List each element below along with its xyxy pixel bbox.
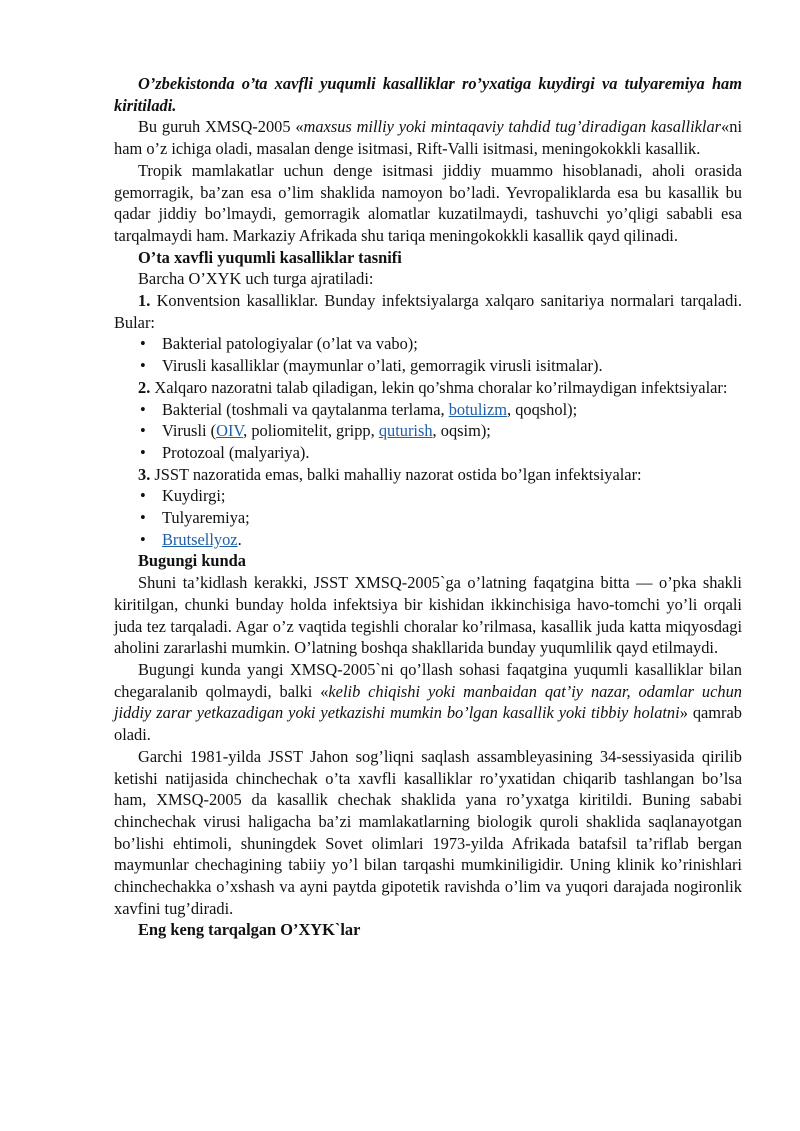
section-1-list	[114, 333, 742, 376]
section-number: 3.	[138, 464, 151, 484]
paragraph-scope	[114, 659, 742, 746]
text-run: «ni ham o’z ichiga oladi, masalan denge isitmasi, Rift-Valli isitmasi, meningokokkli kasallik.	[114, 117, 742, 159]
link-botulizm[interactable]: botulizm	[448, 399, 508, 419]
list-item: • Virusli kasalliklar (maymunlar o’lati, gemorragik virusli isitmalar).	[114, 355, 742, 377]
section-3-list	[114, 485, 742, 550]
heading-today: Bugungi kunda	[138, 551, 246, 571]
list-item: • Tulyaremiya;	[114, 507, 742, 529]
section-number: 1.	[138, 291, 151, 311]
paragraph-tropical: Tropik mamlakatlar uchun denge isitmasi jiddiy muammo hisoblanadi, aholi orasida gemorragik, ba’zan esa o’lim shaklida namoyon bo’ladi. Yevropaliklarda esa bu kasallik bu qadar jiddiy bo’lmaydi, gemorragik alomatlar kuzatilmaydi, tashuvchi yo’qligi sababli esa tarqalmaydi ham. Markaziy Afrikada shu tariqa meningokokkli kasallik qayd qilinadi.	[114, 160, 742, 245]
list-item: • Kuydirgi;	[114, 485, 742, 507]
link-oiv[interactable]: OIV	[216, 421, 244, 441]
list-item: • Bakterial patologiyalar (o’lat va vabo);	[114, 333, 742, 355]
heading-classification: O’ta xavfli yuqumli kasalliklar tasnifi	[138, 247, 402, 267]
section-2-list	[114, 399, 742, 464]
paragraph-plague: Shuni ta’kidlash kerakki, JSST XMSQ-2005`ga o’latning faqatgina bitta — o’pka shakli kiritilgan, chunki bunday holda infektsiya bir kishidan ikkinchisiga havo-tomchi yo’li orqali juda tez tarqaladi. Agar o’z vaqtida tegishli choralar ko’rilmasa, kasallik juda katta miqyosdagi aholini zararlashi mumkin. O’latning boshqa shakllarida bunday yuqumlilik qayd etilmaydi.	[114, 573, 742, 658]
intro-paragraph: O’zbekistonda o’ta xavfli yuqumli kasalliklar ro’yxatiga kuydirgi va tulyaremiya ham kiritiladi.	[114, 74, 742, 115]
text-run: Xalqaro nazoratni talab qiladigan, lekin qo’shma choralar ko’rilmaydigan infektsiyalar:	[150, 377, 728, 397]
section-2-intro	[114, 377, 742, 399]
heading-most-common: Eng keng tarqalgan O’XYK`lar	[138, 920, 361, 940]
text-run: Virusli (	[162, 421, 217, 441]
section-3-intro	[114, 464, 742, 486]
link-brutsellyoz[interactable]: Brutsellyoz	[162, 529, 238, 549]
text-run: JSST nazoratida emas, balki mahalliy nazorat ostida bo’lgan infektsiyalar:	[150, 464, 642, 484]
text-run: , poliomitelit, gripp,	[243, 421, 379, 441]
section-1-intro	[114, 290, 742, 333]
text-run: Bakterial (toshmali va qaytalanma terlama,	[162, 399, 449, 419]
text-run: , qoqshol);	[507, 399, 578, 419]
paragraph-xmsq-group	[114, 116, 742, 159]
list-item: • Protozoal (malyariya).	[114, 442, 742, 464]
text-run: , oqsim);	[432, 421, 491, 441]
text-run: Bugungi kunda yangi XMSQ-2005`ni qo’llash sohasi faqatgina yuqumli kasalliklar bilan chegaralanib qolmaydi, balki «	[114, 659, 742, 701]
paragraph-three-types: Barcha O’XYK uch turga ajratiladi:	[138, 269, 374, 289]
list-item	[114, 529, 742, 551]
section-number: 2.	[138, 377, 151, 397]
paragraph-smallpox: Garchi 1981-yilda JSST Jahon sog’liqni saqlash assambleyasining 34-sessiyasida qirilib ketishi natijasida chinchechak o’ta xavfli kasalliklar ro’yxatidan chiqarib tashlangan bo’lsa ham, XMSQ-2005 da kasallik chechak shaklida yana ro’yxatga kiritildi. Buning sababi chinchechak virusi haligacha ba’zi mamlakatlarning biologik quroli shaklida saqlanayotgan bo’lishi ehtimoli, shuningdek Sovet olimlari 1973-yilda Afrikada batafsil ta’riflab bergan maymunlar chechagining tabiiy yo’l bilan tarqashi mumkiniligidir. Uning klinik ko’rinishlari chinchechakka o’xshash va ayni paytda gipotetik ravishda o’lim va yuqori darajada nogironlik xavfini tug’diradi.	[114, 746, 742, 918]
text-run: Bu guruh XMSQ-2005 «	[138, 117, 304, 137]
list-item	[114, 420, 742, 442]
list-item	[114, 399, 742, 421]
quote-italic: kelib chiqishi yoki manbaidan qat’iy nazar, odamlar uchun jiddiy zarar yetkazadigan yoki yetkazishi mumkin bo’lgan kasallik yoki tibbiy holatni	[114, 681, 742, 723]
quote-italic: maxsus milliy yoki mintaqaviy tahdid tug’diradigan kasalliklar	[303, 117, 722, 137]
link-quturish[interactable]: quturish	[378, 421, 433, 441]
text-run: Konventsion kasalliklar. Bunday infektsiyalarga xalqaro sanitariya normalari tarqaladi. Bular:	[114, 291, 742, 332]
text-run: » qamrab oladi.	[114, 703, 742, 745]
document-page	[114, 73, 742, 941]
text-run: .	[237, 529, 242, 549]
